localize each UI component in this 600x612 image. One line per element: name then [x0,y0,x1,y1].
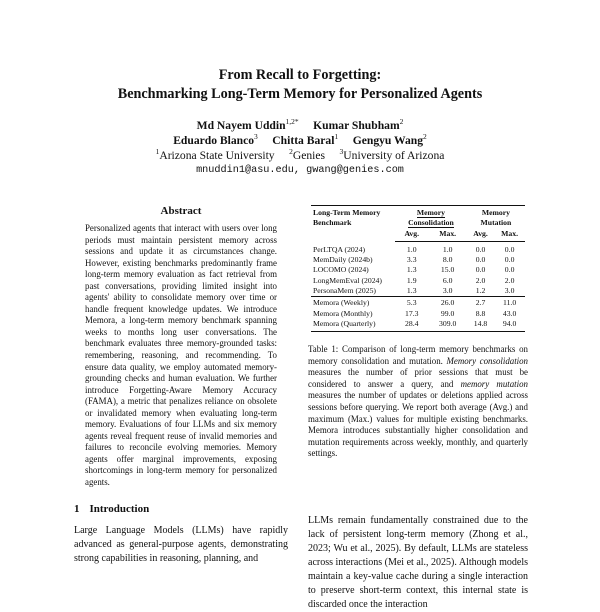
table-cell-name: PerLTQA (2024) [313,244,366,254]
affil-sup: 3 [339,147,344,157]
table-cell: 1.0 [406,244,417,254]
table-group-mutation: Memory Mutation [467,206,525,229]
table-cell: 11.0 [494,297,525,309]
table-cell-name: Memora (Monthly) [313,308,373,318]
title-line-1: From Recall to Forgetting: [218,67,382,83]
table-row [311,286,525,297]
table-cell: 1.2 [475,286,486,296]
author-name: Md Nayem Uddin [196,119,286,132]
table-cell: 0.0 [504,265,515,275]
table-cell: 6.0 [442,275,453,285]
table-cell: 99.0 [440,308,455,318]
author-line-2 [0,133,600,148]
table-cell: 5.3 [395,297,428,309]
benchmark-table [311,205,525,332]
table-subheader: Avg. [467,229,494,242]
table-row-memora [311,319,525,332]
section-number: 1 [74,502,80,515]
abstract-heading: Abstract [160,205,202,217]
table-cell: 2.0 [475,275,486,285]
table-cell: 309.0 [428,319,466,332]
author-sup: 2 [423,132,427,142]
table-cell: 26.0 [428,297,466,309]
table-cell: 3.3 [406,255,417,265]
table-cell: 0.0 [504,244,515,254]
author-sup: 1,2* [285,117,299,127]
abstract-text: Personalized agents that interact with users over long periods must maintain persistent memory across sessions and update it as circumstances change. However, existing benchmarks predominantly frame long-term memory evaluation as fact retrieval from past conversations, providing limited insight into agents' ability to consolidate memory over time or handle frequent knowledge updates. We introduce Memora, a long-term memory benchmark spanning weeks to months long user conversations. The benchmark evaluates three memory-grounded tasks: remembering, reasoning, and recommending. To ensure data quality, we employ automated memory-grounding checks and human evaluation. We further introduce Forgetting-Aware Memory Accuracy (FAMA), a metric that penalizes reliance on obsolete or invalidated memory when evaluating long-term memory. Evaluations of four LLMs and six memory agents reveal frequent reuse of invalid memories and failures to reconcile evolving memories. Memory agents offer marginal improvements, exposing shortcomings in long-term memory for personalized agents. [85,223,277,488]
table-cell: 2.0 [504,275,515,285]
affiliations [0,148,600,163]
table-cell: 8.0 [442,255,453,265]
paper-title [0,66,600,104]
table-cell-name: LOCOMO (2024) [313,265,369,275]
section-heading-introduction [74,503,288,515]
table-cell: 3.0 [442,286,453,296]
table-row [311,241,525,255]
table-col-header: Long-Term Memory Benchmark [311,206,395,242]
table-cell-name: Memora (Weekly) [311,297,395,309]
affil-sup: 2 [289,147,293,157]
section-title: Introduction [89,502,150,515]
right-column-body-text: LLMs remain fundamentally constrained due to the lack of persistent long-term memory (Zhong et al., 2023; Wu et al., 2025). By default, LLMs are stateless across interactions (Mei et al., 2025). Although models maintain a key-value cache during a single interaction to preserve short-term context, this internal state is discarded once the interaction [308,515,528,610]
table-cell: 14.8 [467,319,494,332]
table-cell: 1.9 [406,275,417,285]
table-subheader: Avg. [395,229,428,242]
table-group-consolidation: Memory Consolidation [395,206,467,229]
table-cell: 0.0 [475,255,486,265]
table-cell: 0.0 [475,265,486,275]
table-cell: 1.0 [442,244,453,254]
table-cell: 3.0 [504,286,515,296]
table-row-memora [311,309,525,319]
author-sup: 2 [399,117,404,127]
table-cell: 15.0 [440,265,455,275]
affil-name: Genies [292,149,326,162]
table-cell-name: PersonaMem (2025) [313,286,376,296]
table-cell-name: MemDaily (2024b) [313,255,373,265]
table-row [311,265,525,275]
author-emails: mnuddin1@asu.edu, gwang@genies.com [196,165,404,176]
introduction-text: Large Language Models (LLMs) have rapidly advanced as general-purpose agents, demonstrating strong capabilities in reasoning, planning, and [74,524,288,564]
title-line-2: Benchmarking Long-Term Memory for Personalized Agents [117,86,483,102]
table-cell: 8.8 [475,308,486,318]
table-row [311,255,525,265]
author-line-1 [0,118,600,133]
author-name: Gengyu Wang [352,134,424,147]
author-name: Chitta Baral [272,134,335,147]
table-cell-name: LongMemEval (2024) [313,275,382,285]
caption-term: memory mutation [460,378,528,389]
table-row [311,276,525,286]
right-column [308,205,528,460]
author-name: Kumar Shubham [313,119,400,132]
table-cell: 0.0 [504,255,515,265]
table-cell: 0.0 [475,244,486,254]
table-cell-name: Memora (Quarterly) [311,319,395,332]
table-caption: Table 1: Comparison of long-term memory benchmarks on memory consolidation and mutation. Memory consolidation measures the number of prior sessions that must be considered to answer a query, and memory mutation measures the number of updates or deletions applied across sessions before querying. We report both average (Avg.) and maximum (Max.) values for multiple existing benchmarks. Memora introduces substantially higher consolidation and mutation requirements across weekly, monthly, and quarterly settings. [308,344,528,459]
author-name: Eduardo Blanco [173,134,255,147]
table-row-memora [311,297,525,309]
table-subheader: Max. [494,229,525,242]
caption-term: Memory consolidation [446,355,528,366]
table-cell: 94.0 [494,319,525,332]
table-cell: 2.7 [467,297,494,309]
table-subheader: Max. [428,229,466,242]
left-column [74,205,288,566]
affil-name: Arizona State University [159,149,275,162]
author-block [0,118,600,178]
author-sup: 3 [254,132,258,142]
table-cell: 1.3 [406,265,417,275]
author-sup: 1 [334,132,339,142]
affil-name: University of Arizona [343,149,445,162]
table-cell: 1.3 [406,286,417,296]
table-cell: 17.3 [405,308,419,318]
affil-sup: 1 [155,147,160,157]
table-cell: 28.4 [395,319,428,332]
table-cell: 43.0 [502,308,517,318]
